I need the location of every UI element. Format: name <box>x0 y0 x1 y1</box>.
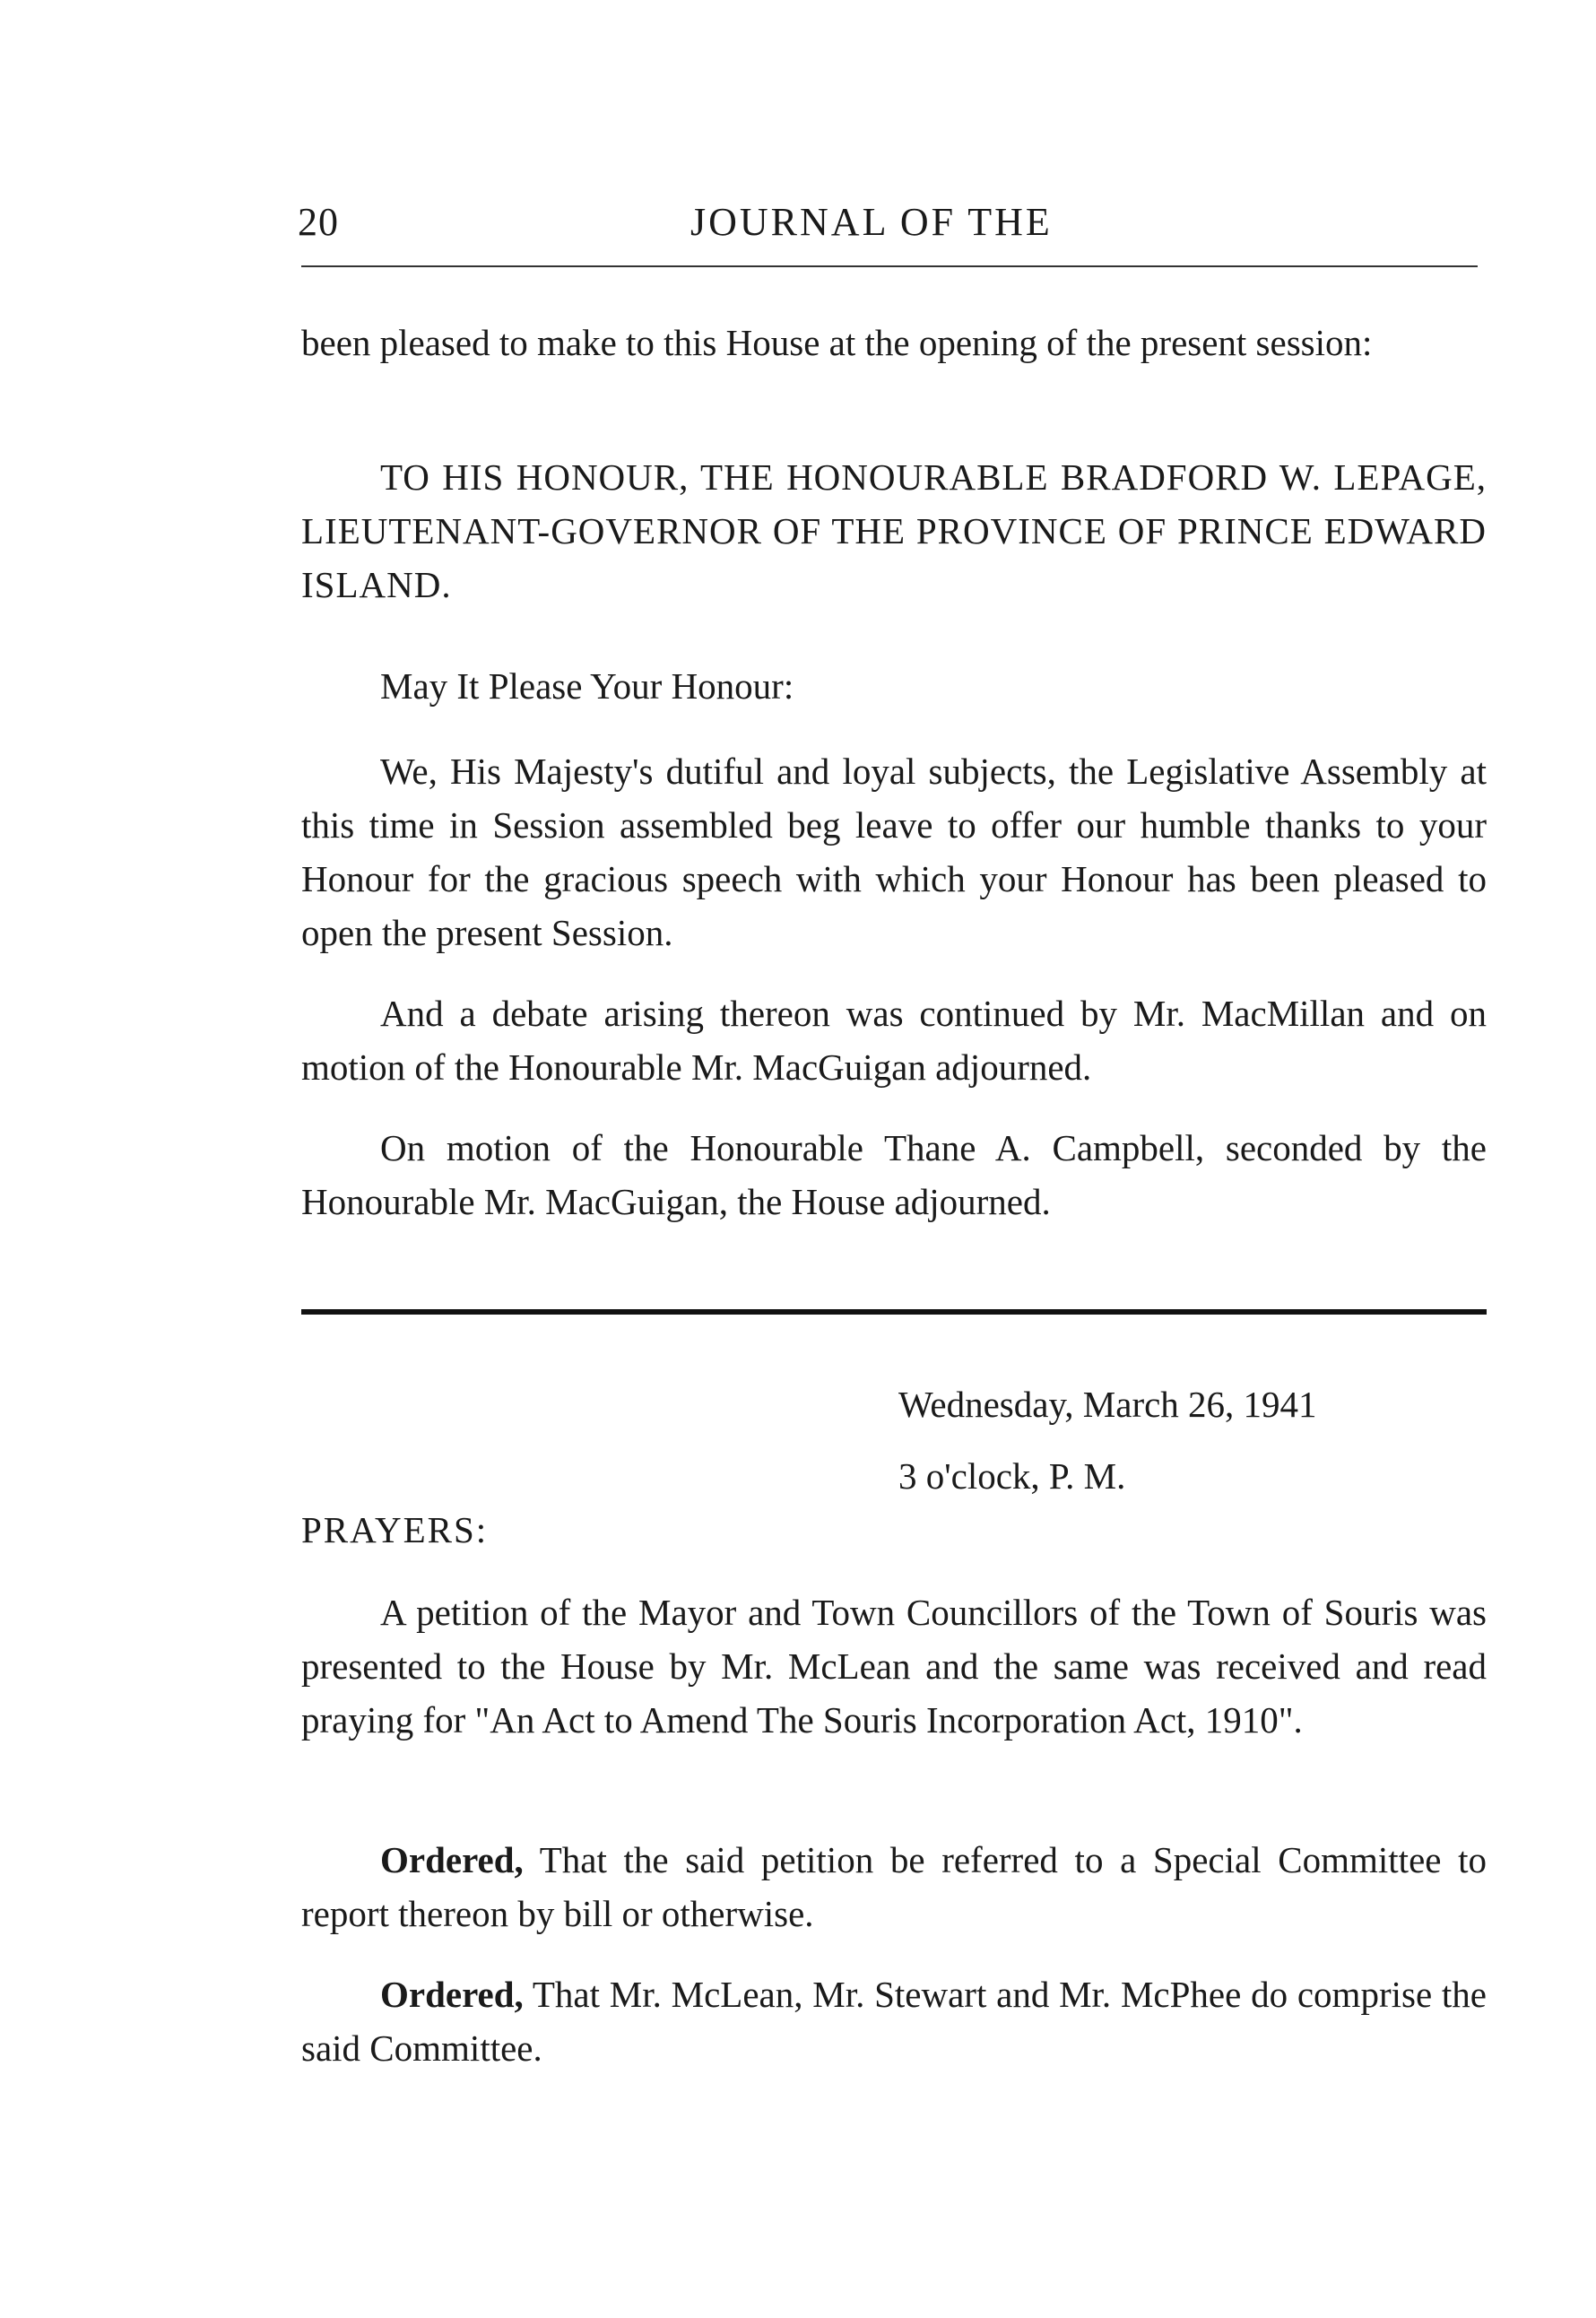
section-divider <box>301 1309 1487 1315</box>
ordered-paragraph-2 <box>301 1967 1487 2075</box>
salutation <box>301 659 1487 713</box>
salutation-text: May It Please Your Honour: <box>380 665 794 707</box>
petition-text: A petition of the Mayor and Town Councillors of the Town of Souris was presented to the House by Mr. McLean and the same was received and read praying for "An Act to Amend The Souris Incorporation Act, 1910". <box>301 1592 1487 1741</box>
ordered-label: Ordered, <box>380 1839 524 1880</box>
address-heading <box>301 450 1487 612</box>
debate-paragraph <box>301 986 1487 1094</box>
paragraph-text: been pleased to make to this House at the opening of the present session: <box>301 322 1373 363</box>
running-header-title: JOURNAL OF THE <box>690 200 1053 244</box>
sitting-date: Wednesday, March 26, 1941 <box>898 1384 1317 1425</box>
ordered-paragraph-1 <box>301 1833 1487 1940</box>
adjournment-text: On motion of the Honourable Thane A. Campbell, seconded by the Honourable Mr. MacGuigan, the House adjourned. <box>301 1127 1487 1222</box>
petition-paragraph <box>301 1585 1487 1747</box>
ordered-label: Ordered, <box>380 1974 524 2015</box>
address-body-text: We, His Majesty's dutiful and loyal subjects, the Legislative Assembly at this time in Session assembled beg leave to offer our humble thanks to your Honour for the gracious speech with which your Honour has been pleased to open the present Session. <box>301 751 1487 953</box>
address-heading-text: TO HIS HONOUR, THE HONOURABLE BRADFORD W. LEPAGE, LIEUTENANT-GOVERNOR OF THE PROVINCE OF PRINCE EDWARD ISLAND. <box>301 456 1487 605</box>
prayers-heading: PRAYERS: <box>301 1509 489 1550</box>
page-number: 20 <box>298 200 339 244</box>
header-rule <box>301 265 1478 267</box>
debate-text: And a debate arising thereon was continued by Mr. MacMillan and on motion of the Honourable Mr. MacGuigan adjourned. <box>301 993 1487 1088</box>
ordered-text: That Mr. McLean, Mr. Stewart and Mr. McPhee do comprise the said Committee. <box>301 1974 1488 2069</box>
adjournment-paragraph <box>301 1121 1487 1228</box>
sitting-time: 3 o'clock, P. M. <box>898 1455 1126 1497</box>
address-body <box>301 744 1487 959</box>
ordered-text: That the said petition be referred to a Special Committee to report thereon by bill or otherwise. <box>301 1839 1487 1934</box>
paragraph-continuation <box>301 316 1487 369</box>
